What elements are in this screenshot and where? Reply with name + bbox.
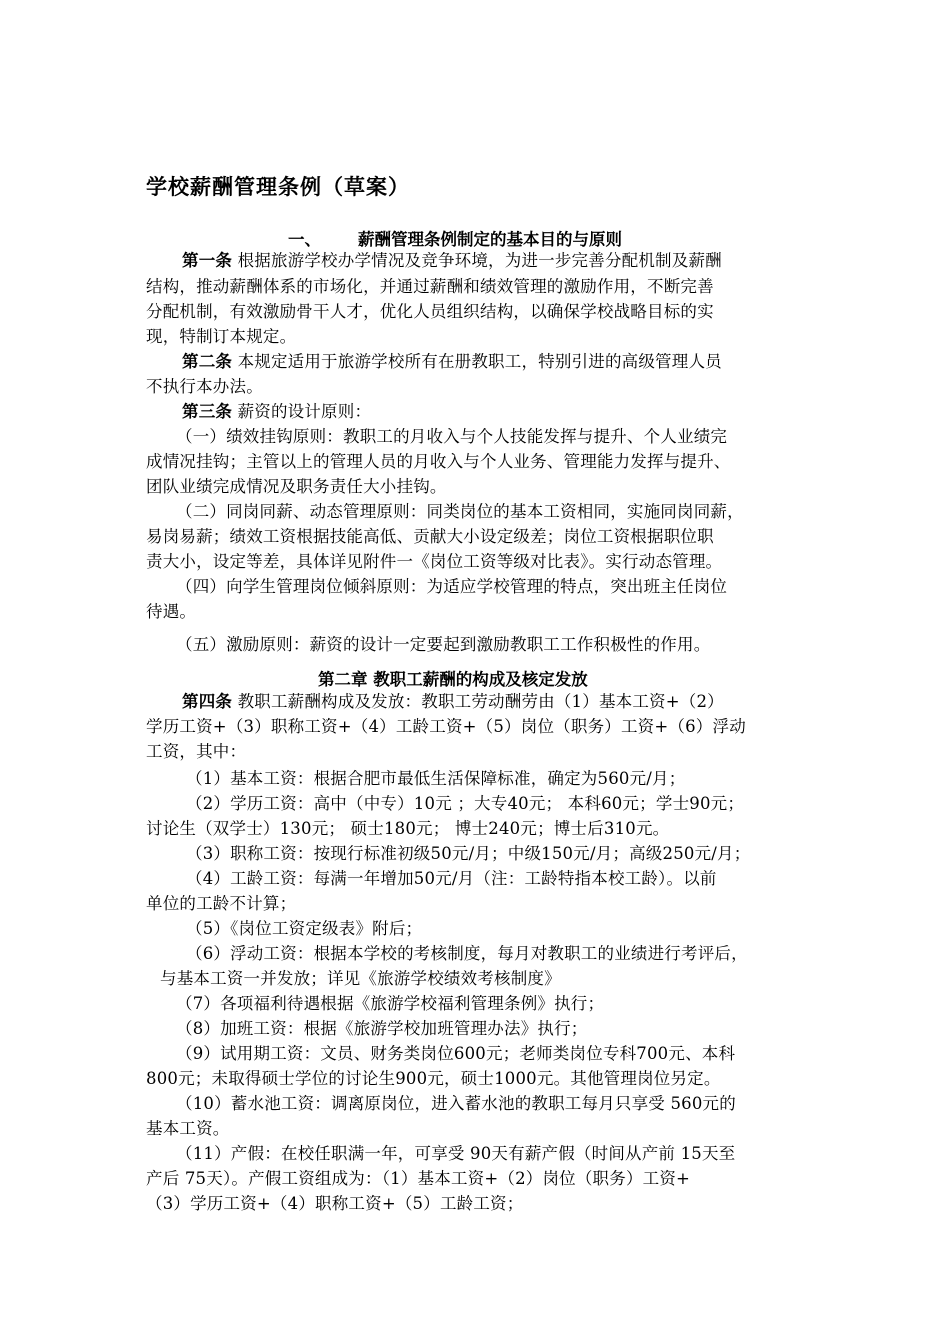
section-number: 一、 — [288, 230, 321, 249]
article-4-item-6-line-1: （6）浮动工资：根据本学校的考核制度，每月对教职工的业绩进行考评后， — [186, 944, 748, 963]
article-4-line-1: 第四条 教职工薪酬构成及发放：教职工劳动酬劳由（1）基本工资+（2） — [182, 692, 724, 711]
article-3-item-3-line-1: （四）向学生管理岗位倾斜原则：为适应学校管理的特点，突出班主任岗位 — [176, 577, 728, 596]
article-4-item-10-line-2: 基本工资。 — [146, 1119, 230, 1138]
article-4-line-2: 学历工资+（3）职称工资+（4）工龄工资+（5）岗位（职务）工资+（6）浮动 — [146, 717, 746, 736]
article-1-line-1: 第一条 根据旅游学校办学情况及竞争环境，为进一步完善分配机制及薪酬 — [182, 251, 722, 270]
article-2-line-1: 第二条 本规定适用于旅游学校所有在册教职工，特别引进的高级管理人员 — [182, 352, 722, 371]
article-3-item-1-line-2: 成情况挂钩；主管以上的管理人员的月收入与个人业务、管理能力发挥与提升、 — [146, 452, 731, 471]
article-4-item-8: （8）加班工资：根据《旅游学校加班管理办法》执行； — [176, 1019, 588, 1038]
article-3-item-3-line-2: 待遇。 — [146, 602, 197, 621]
article-3-item-4-line-1: （五）激励原则：薪资的设计一定要起到激励教职工工作积极性的作用。 — [176, 635, 711, 654]
article-1-line-3: 分配机制，有效激励骨干人才，优化人员组织结构，以确保学校战略目标的实 — [146, 302, 714, 321]
article-4-item-9-line-2: 800元；未取得硕士学位的讨论生900元，硕士1000元。其他管理岗位另定。 — [146, 1069, 721, 1088]
article-4-item-1: （1）基本工资：根据合肥市最低生活保障标准，确定为560元/月； — [186, 769, 686, 788]
document-title: 学校薪酬管理条例（草案） — [146, 174, 410, 199]
article-1-line-4: 现，特制订本规定。 — [146, 327, 297, 346]
article-3-item-2-line-2: 易岗易薪；绩效工资根据技能高低、贡献大小设定级差；岗位工资根据职位职 — [146, 527, 714, 546]
article-4-item-11-line-1: （11）产假：在校任职满一年，可享受 90天有薪产假（时间从产前 15天至 — [176, 1144, 736, 1163]
chapter-2-heading: 第二章 教职工薪酬的构成及核定发放 — [318, 670, 588, 689]
article-4-item-10-line-1: （10）蓄水池工资：调离原岗位，进入蓄水池的教职工每月只享受 560元的 — [176, 1094, 736, 1113]
article-3-item-1-line-3: 团队业绩完成情况及职务责任大小挂钩。 — [146, 477, 447, 496]
article-2-line-2: 不执行本办法。 — [146, 377, 263, 396]
article-4-line-3: 工资，其中： — [146, 742, 247, 761]
article-4-item-9-line-1: （9）试用期工资：文员、财务类岗位600元；老师类岗位专科700元、本科 — [176, 1044, 736, 1063]
article-4-item-11-line-2: 产后 75天）。产假工资组成为：（1）基本工资+（2）岗位（职务）工资+ — [146, 1169, 691, 1188]
article-4-item-11-line-3: （3）学历工资+（4）职称工资+（5）工龄工资； — [146, 1194, 524, 1213]
article-4-item-7: （7）各项福利待遇根据《旅游学校福利管理条例》执行； — [176, 994, 605, 1013]
article-4-item-3: （3）职称工资：按现行标准初级50元/月；中级150元/月；高级250元/月； — [186, 844, 751, 863]
article-4-item-2-line-2: 讨论生（双学士）130元； 硕士180元； 博士240元；博士后310元。 — [146, 819, 670, 838]
article-3-item-1-line-1: （一）绩效挂钩原则：教职工的月收入与个人技能发挥与提升、个人业绩完 — [176, 427, 728, 446]
article-1-label: 第一条 — [182, 251, 233, 270]
article-4-item-6-line-2: 与基本工资一并发放；详见《旅游学校绩效考核制度》 — [160, 969, 561, 988]
article-4-item-2-line-1: （2）学历工资：高中（中专）10元 ；大专40元； 本科60元；学士90元； — [186, 794, 745, 813]
article-1-line-2: 结构，推动薪酬体系的市场化，并通过薪酬和绩效管理的激励作用，不断完善 — [146, 277, 714, 296]
article-3-line-1: 第三条 薪资的设计原则： — [182, 402, 372, 421]
article-3-label: 第三条 — [182, 402, 233, 421]
article-3-item-2-line-3: 责大小，设定等差，具体详见附件一《岗位工资等级对比表》。实行动态管理。 — [146, 552, 723, 571]
article-3-item-2-line-1: （二）同岗同薪、动态管理原则：同类岗位的基本工资相同，实施同岗同薪， — [176, 502, 744, 521]
article-4-item-5: （5）《岗位工资定级表》附后； — [186, 919, 423, 938]
article-2-label: 第二条 — [182, 352, 233, 371]
article-4-label: 第四条 — [182, 692, 233, 711]
section-heading: 薪酬管理条例制定的基本目的与原则 — [358, 230, 622, 249]
article-4-item-4-line-1: （4）工龄工资：每满一年增加50元/月（注：工龄特指本校工龄）。以前 — [186, 869, 717, 888]
article-4-item-4-line-2: 单位的工龄不计算； — [146, 894, 297, 913]
